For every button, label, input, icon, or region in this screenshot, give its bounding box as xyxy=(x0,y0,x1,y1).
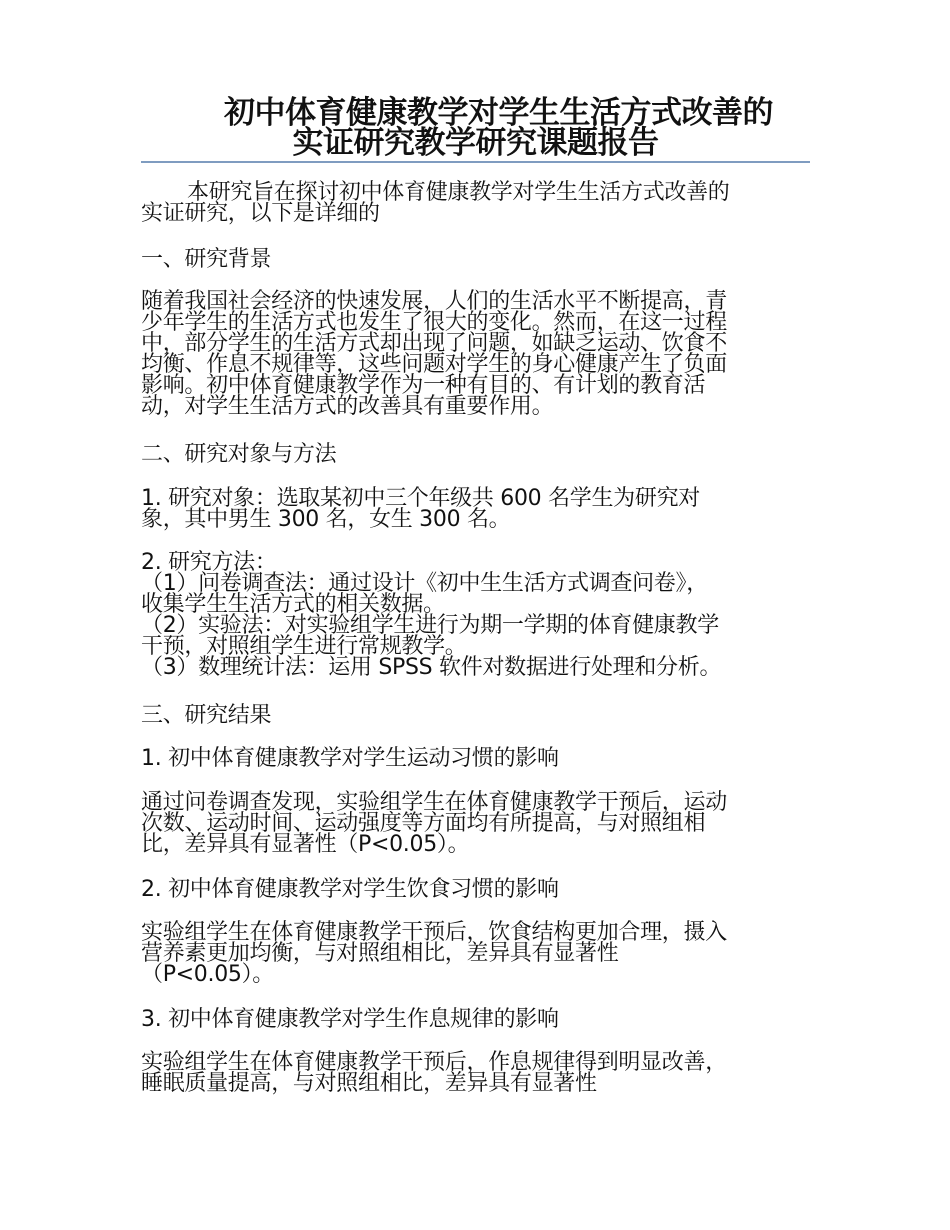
title-line-1: 初中体育健康教学对学生生活方式改善的 xyxy=(224,95,773,131)
background-line: 均衡、作息不规律等，这些问题对学生的身心健康产生了负面 xyxy=(141,352,727,377)
background-line: 影响。初中体育健康教学作为一种有目的、有计划的教育活 xyxy=(141,373,706,398)
background-line: 动，对学生生活方式的改善具有重要作用。 xyxy=(141,394,554,419)
research-method-line: （2）实验法：对实验组学生进行为期一学期的体育健康教学 xyxy=(141,613,719,638)
intro-line-2: 实证研究，以下是详细的 xyxy=(141,201,380,226)
result-paragraph-diet xyxy=(141,922,813,985)
result-line: 营养素更加均衡，与对照组相比，差异具有显著性 xyxy=(141,941,619,966)
background-paragraph xyxy=(141,291,813,417)
research-method-line: （3）数理统计法：运用 SPSS 软件对数据进行处理和分析。 xyxy=(141,655,722,680)
result-line: 实验组学生在体育健康教学干预后，饮食结构更加合理，摄入 xyxy=(141,920,727,945)
result-line: 睡眠质量提高，与对照组相比，差异具有显著性 xyxy=(141,1071,597,1096)
section-heading-results: 三、研究结果 xyxy=(141,703,272,728)
result-line: 实验组学生在体育健康教学干预后，作息规律得到明显改善， xyxy=(141,1050,727,1075)
title-underline-rule xyxy=(141,161,810,163)
intro-paragraph xyxy=(141,182,813,224)
section-heading-methods: 二、研究对象与方法 xyxy=(141,442,337,467)
result-line: 比，差异具有显著性（P<0.05）。 xyxy=(141,832,470,857)
result-line: 通过问卷调查发现，实验组学生在体育健康教学干预后，运动 xyxy=(141,790,727,815)
background-line: 少年学生的生活方式也发生了很大的变化。然而，在这一过程 xyxy=(141,310,727,335)
research-object-line: 象，其中男生 300 名，女生 300 名。 xyxy=(141,507,511,532)
document-title xyxy=(141,95,810,161)
research-object-line: 1. 研究对象：选取某初中三个年级共 600 名学生为研究对 xyxy=(141,486,700,511)
result-subheading-diet: 2. 初中体育健康教学对学生饮食习惯的影响 xyxy=(141,877,559,902)
result-line: （P<0.05）。 xyxy=(141,962,274,987)
research-method-line: （1）问卷调查法：通过设计《初中生生活方式调查问卷》， xyxy=(141,571,708,596)
intro-line-1: 本研究旨在探讨初中体育健康教学对学生生活方式改善的 xyxy=(187,180,730,205)
result-subheading-sleep: 3. 初中体育健康教学对学生作息规律的影响 xyxy=(141,1007,559,1032)
result-paragraph-exercise xyxy=(141,792,813,855)
research-method-paragraph xyxy=(141,552,813,678)
section-heading-background: 一、研究背景 xyxy=(141,247,272,272)
research-object-paragraph xyxy=(141,488,813,530)
result-paragraph-sleep xyxy=(141,1052,813,1094)
research-method-line: 干预，对照组学生进行常规教学。 xyxy=(141,634,467,659)
result-line: 次数、运动时间、运动强度等方面均有所提高，与对照组相 xyxy=(141,811,706,836)
title-line-2: 实证研究教学研究课题报告 xyxy=(292,125,659,161)
research-method-line: 2. 研究方法： xyxy=(141,550,277,575)
result-subheading-exercise: 1. 初中体育健康教学对学生运动习惯的影响 xyxy=(141,746,559,771)
background-line: 中，部分学生的生活方式却出现了问题，如缺乏运动、饮食不 xyxy=(141,331,727,356)
background-line: 随着我国社会经济的快速发展，人们的生活水平不断提高，青 xyxy=(141,289,727,314)
research-method-line: 收集学生生活方式的相关数据。 xyxy=(141,592,445,617)
